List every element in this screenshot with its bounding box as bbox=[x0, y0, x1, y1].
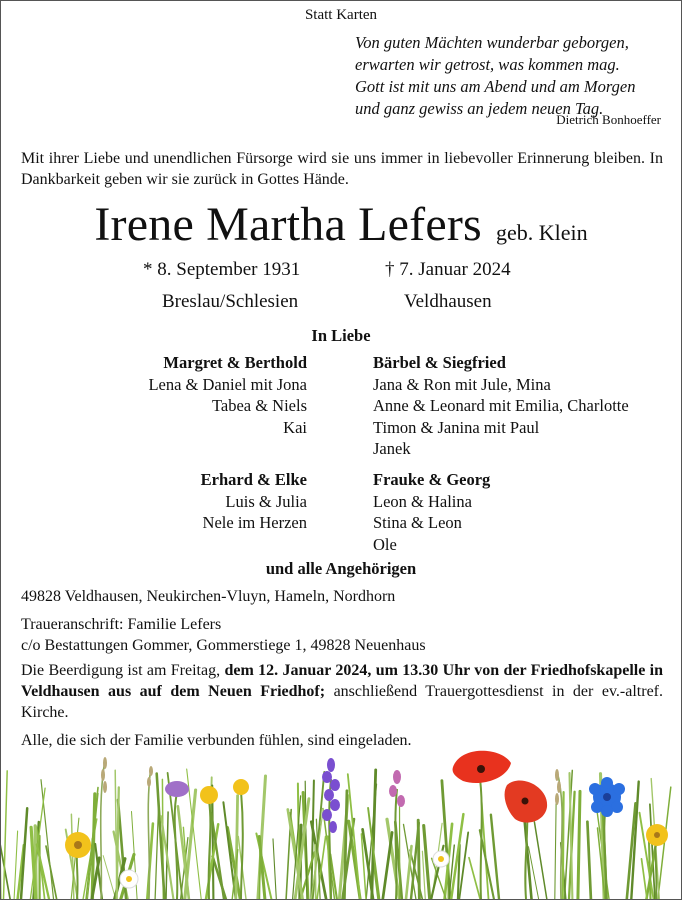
deceased-name-line bbox=[1, 197, 681, 252]
bonhoeffer-quote bbox=[355, 32, 636, 120]
grass-blade bbox=[178, 806, 189, 899]
grass-blade bbox=[578, 791, 580, 899]
funeral-suffix: anschließend Trauergottesdienst in der ev.-altref. Kirche. bbox=[21, 683, 663, 721]
in-love-heading: In Liebe bbox=[311, 326, 371, 345]
grass-blade bbox=[273, 839, 276, 899]
quote-line: Gott ist mit uns am Abend und am Morgen bbox=[355, 77, 636, 96]
family-member: Timon & Janina mit Paul bbox=[373, 417, 540, 437]
grass-blade bbox=[155, 808, 158, 899]
mourning-address bbox=[21, 614, 663, 656]
family-member: Lena & Daniel mit Jona bbox=[148, 374, 307, 394]
family-member: Tabea & Niels bbox=[211, 396, 307, 415]
invitation-text: Alle, die sich der Familie verbunden fühlen, sind eingeladen. bbox=[21, 732, 412, 749]
grass-blade bbox=[469, 858, 480, 899]
funeral-info bbox=[21, 660, 663, 723]
birth-place: Breslau/Schlesien bbox=[162, 291, 299, 312]
family-group bbox=[148, 352, 307, 438]
grass-blade bbox=[344, 791, 347, 899]
family-member: Ole bbox=[373, 534, 397, 554]
family-member: Nele im Herzen bbox=[202, 513, 307, 532]
cornflower bbox=[589, 777, 625, 817]
wildflower-illustration bbox=[1, 749, 681, 899]
grass-blade bbox=[587, 822, 591, 899]
intro-text: Mit ihrer Liebe und unendlichen Fürsorge wird sie uns immer in liebevoller Erinnerung bleiben. In Dankbarkeit geben wir sie zurück in Gottes Hände. bbox=[21, 150, 663, 188]
quote-line: Von guten Mächten wunderbar geborgen, bbox=[355, 33, 629, 52]
family-member: Leon & Halina bbox=[373, 491, 472, 511]
family-group bbox=[373, 469, 490, 555]
family-member: Anne & Leonard mit Emilia, Charlotte bbox=[373, 396, 629, 415]
grass-blade bbox=[383, 832, 392, 899]
places-line: 49828 Veldhausen, Neukirchen-Vluyn, Hameln, Nordhorn bbox=[21, 588, 396, 605]
grass-blade bbox=[459, 832, 468, 899]
grass-blade bbox=[315, 845, 316, 899]
grass-blade bbox=[14, 831, 18, 899]
grass-blade bbox=[418, 820, 419, 899]
poppy-flowers bbox=[453, 751, 548, 823]
family-group bbox=[201, 469, 307, 534]
quote-line: erwarten wir getrost, was kommen mag. bbox=[355, 55, 620, 74]
notice-heading: Statt Karten bbox=[304, 7, 378, 23]
family-member: Jana & Ron mit Jule, Mina bbox=[373, 374, 551, 394]
grass-blade bbox=[103, 856, 116, 899]
family-heads: Margret & Berthold bbox=[163, 353, 307, 372]
grass-blade bbox=[555, 804, 556, 899]
grass-blade bbox=[563, 792, 564, 899]
relatives-line: und alle Angehörigen bbox=[265, 559, 417, 578]
family-member: Luis & Julia bbox=[225, 491, 307, 511]
family-member: Kai bbox=[283, 417, 307, 437]
death-date: † 7. Januar 2024 bbox=[385, 259, 511, 280]
address-line: Traueranschrift: Familie Lefers bbox=[21, 616, 222, 633]
funeral-details: dem 12. Januar 2024, um 13.30 Uhr von der Friedhofskapelle in Veldhausen aus auf dem Neuen Friedhof; bbox=[21, 662, 663, 700]
funeral-prefix: Die Beerdigung ist am Freitag, bbox=[21, 662, 225, 679]
grass-blade bbox=[642, 859, 648, 899]
deceased-name: Irene Martha Lefers bbox=[94, 198, 482, 251]
family-heads: Bärbel & Siegfried bbox=[373, 353, 506, 372]
birth-date: * 8. September 1931 bbox=[143, 259, 301, 280]
family-member: Stina & Leon bbox=[373, 513, 462, 532]
birth-name: geb. Klein bbox=[495, 220, 588, 245]
family-member: Janek bbox=[373, 439, 411, 458]
grass-blade bbox=[236, 796, 238, 899]
quote-line: und ganz gewiss an jedem neuen Tag. bbox=[355, 99, 604, 118]
address-line: c/o Bestattungen Gommer, Gommerstiege 1, 49828 Neuenhaus bbox=[21, 637, 426, 654]
death-place: Veldhausen bbox=[404, 291, 492, 312]
quote-author: Dietrich Bonhoeffer bbox=[556, 112, 661, 127]
family-group bbox=[373, 352, 629, 460]
family-heads: Erhard & Elke bbox=[200, 470, 307, 489]
family-heads: Frauke & Georg bbox=[373, 470, 491, 489]
